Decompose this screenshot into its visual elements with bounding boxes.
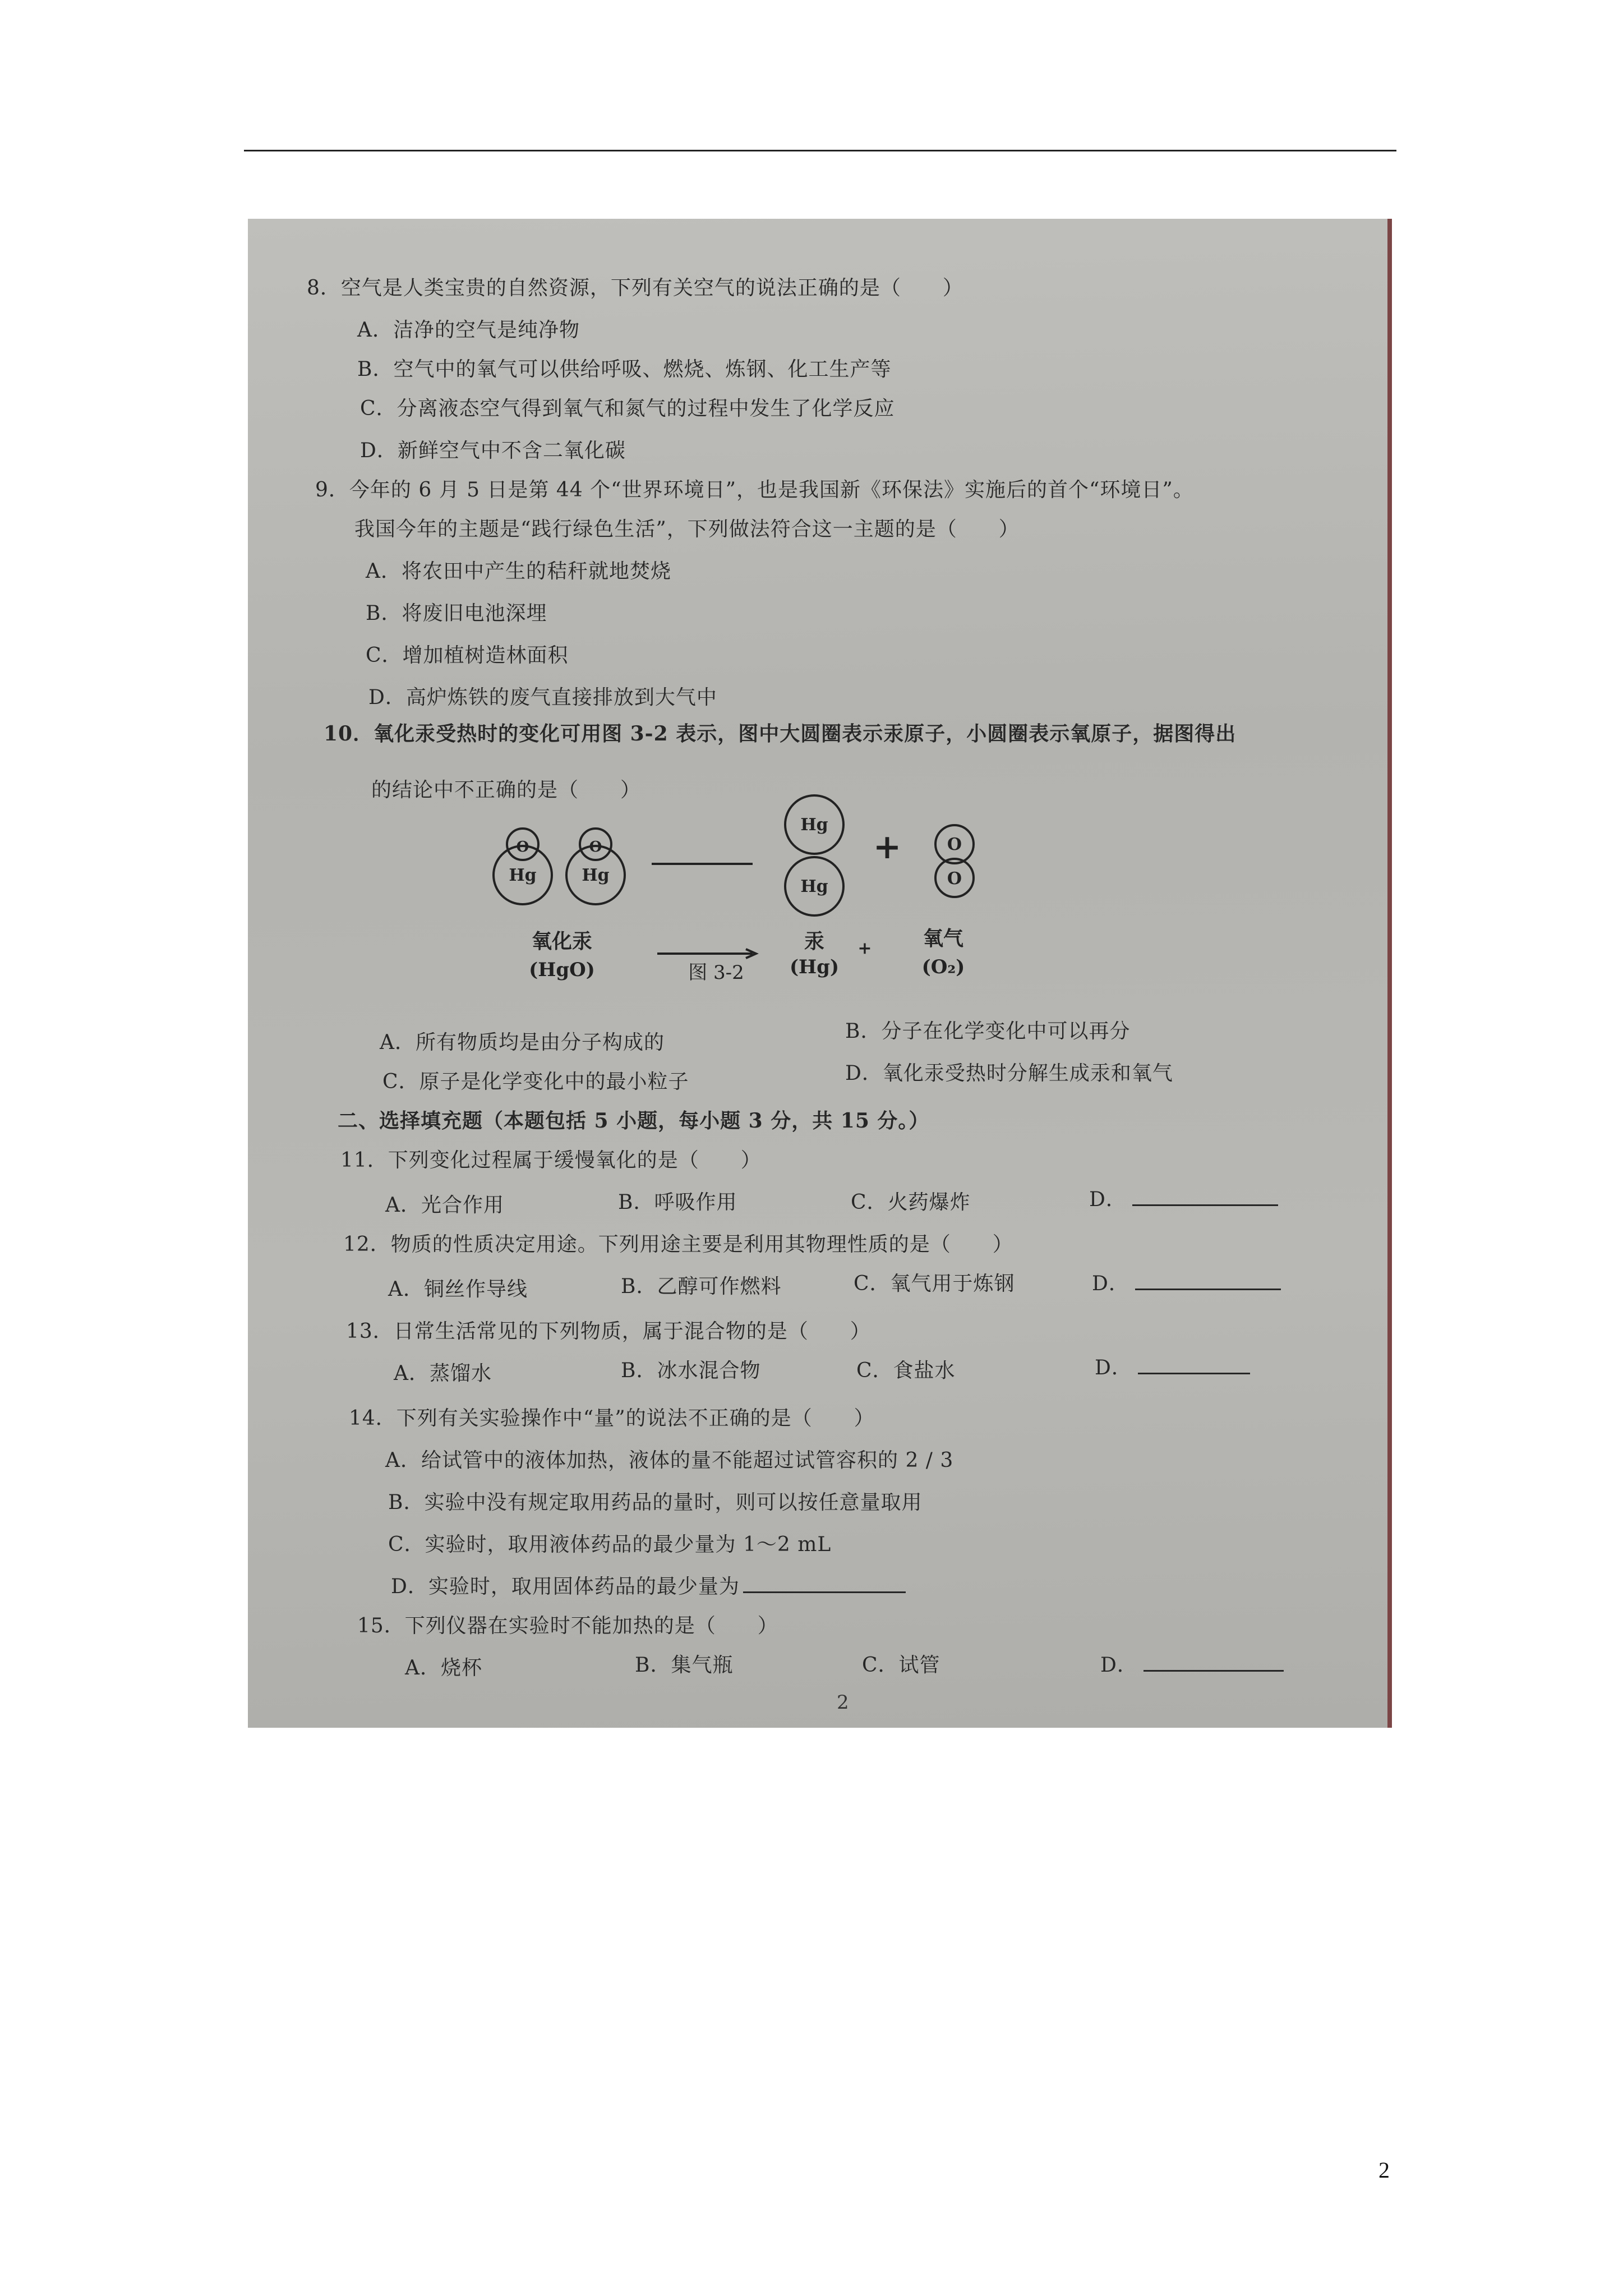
q14-option-d: D．实验时，取用固体药品的最少量为: [391, 1571, 906, 1599]
hg-label: Hg: [509, 866, 537, 885]
reactant-formula: (HgO): [529, 959, 595, 981]
q15-option-b: B．集气瓶: [635, 1654, 734, 1677]
q8-option-b: B．空气中的氧气可以供给呼吸、燃烧、炼钢、化工生产等: [357, 358, 892, 381]
q9-stem-line2: 我国今年的主题是“践行绿色生活”，下列做法符合这一主题的是（ ）: [354, 518, 1020, 541]
hg-label: Hg: [582, 866, 610, 885]
q15-option-a: A．烧杯: [405, 1657, 482, 1680]
q13-option-d: D．: [1095, 1352, 1250, 1381]
q12-option-b: B．乙醇可作燃料: [621, 1275, 782, 1298]
photo-edge: [1387, 219, 1392, 1728]
product2-name: 氧气: [923, 927, 964, 950]
product1-name: 汞: [804, 930, 825, 953]
mercury-oxide-decomposition-figure: [483, 785, 1325, 982]
q13-option-a: A．蒸馏水: [394, 1362, 492, 1385]
q9-option-d: D．高炉炼铁的废气直接排放到大气中: [368, 686, 717, 709]
q11-option-c: C．火药爆炸: [851, 1191, 971, 1214]
header-rule: [244, 150, 1396, 151]
q14-option-a: A．给试管中的液体加热，液体的量不能超过试管容积的 2 / 3: [385, 1449, 954, 1472]
q9-stem-line1: 9．今年的 6 月 5 日是第 44 个“世界环境日”，也是我国新《环保法》实施后的首个“环境日”。: [315, 478, 1194, 501]
figure-caption: 图 3-2: [688, 961, 744, 982]
q12-option-c: C．氧气用于炼钢: [854, 1272, 1015, 1295]
q8-option-a: A．洁净的空气是纯净物: [357, 319, 580, 342]
q14-option-b: B．实验中没有规定取用药品的量时，则可以按任意量取用: [388, 1491, 923, 1514]
q9-option-b: B．将废旧电池深埋: [366, 602, 547, 625]
q8-stem: 8．空气是人类宝贵的自然资源，下列有关空气的说法正确的是（ ）: [307, 277, 963, 300]
small-plus-sign: +: [857, 938, 872, 958]
q15-option-c: C．试管: [862, 1654, 940, 1677]
product1-formula: (Hg): [789, 956, 840, 978]
q8-option-d: D．新鲜空气中不含二氧化碳: [360, 439, 626, 462]
q13-option-c: C．食盐水: [856, 1359, 956, 1382]
q11-option-b: B．呼吸作用: [618, 1191, 737, 1214]
photo-page-number: 2: [837, 1691, 849, 1714]
q15-stem: 15．下列仪器在实验时不能加热的是（ ）: [357, 1614, 778, 1637]
scanned-exam-photo: [248, 219, 1392, 1728]
q10-stem-line1: 10．氧化汞受热时的变化可用图 3-2 表示，图中大圆圈表示汞原子，小圆圈表示氧原子，据图得出: [324, 722, 1237, 746]
hg-label: Hg: [800, 877, 828, 896]
q10-stem-line2: 的结论中不正确的是（ ）: [371, 779, 642, 802]
q12-option-a: A．铜丝作导线: [388, 1278, 528, 1301]
q14-option-c: C．实验时，取用液体药品的最少量为 1～2 mL: [388, 1533, 832, 1556]
q10-option-a: A．所有物质均是由分子构成的: [380, 1031, 665, 1054]
reactant-name: 氧化汞: [531, 930, 593, 953]
q8-option-c: C．分离液态空气得到氧气和氮气的过程中发生了化学反应: [360, 397, 895, 420]
q12-option-d: D．: [1092, 1268, 1281, 1296]
product2-formula: (O₂): [921, 956, 965, 978]
q13-option-b: B．冰水混合物: [621, 1359, 761, 1382]
q10-option-b: B．分子在化学变化中可以再分: [845, 1020, 1131, 1043]
q10-option-d: D．氧化汞受热时分解生成汞和氧气: [845, 1062, 1173, 1085]
o-label: O: [947, 869, 962, 889]
q11-option-a: A．光合作用: [385, 1194, 504, 1217]
q11-option-d: D．: [1089, 1184, 1278, 1212]
q15-option-d: D．: [1100, 1649, 1284, 1678]
page-number: 2: [1378, 2157, 1390, 2183]
plus-sign: +: [873, 827, 902, 867]
q10-option-c: C．原子是化学变化中的最小粒子: [382, 1070, 689, 1093]
hg-label: Hg: [800, 815, 828, 835]
q12-stem: 12．物质的性质决定用途。下列用途主要是利用其物理性质的是（ ）: [343, 1233, 1013, 1256]
o-label: O: [947, 835, 962, 854]
q9-option-c: C．增加植树造林面积: [366, 644, 569, 667]
q9-option-a: A．将农田中产生的秸秆就地焚烧: [366, 560, 671, 583]
section-2-heading: 二、选择填充题（本题包括 5 小题，每小题 3 分，共 15 分。）: [338, 1109, 930, 1133]
q14-stem: 14．下列有关实验操作中“量”的说法不正确的是（ ）: [349, 1407, 875, 1430]
q13-stem: 13．日常生活常见的下列物质，属于混合物的是（ ）: [346, 1320, 871, 1343]
q11-stem: 11．下列变化过程属于缓慢氧化的是（ ）: [340, 1149, 762, 1172]
o-label: O: [516, 839, 529, 855]
o-label: O: [589, 839, 602, 855]
